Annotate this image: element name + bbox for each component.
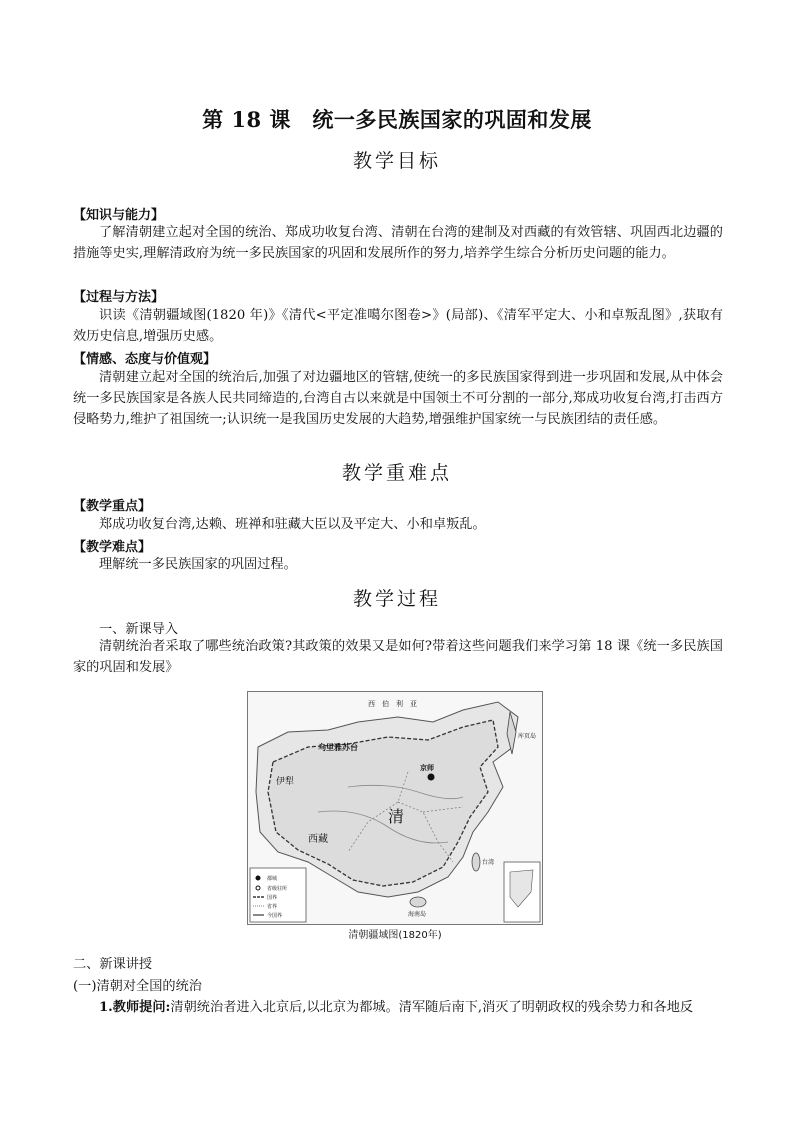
map-label-qing: 清 [388,807,405,826]
emotion-label: 【情感、态度与价值观】 [73,352,217,367]
qing-territory-map [247,691,543,925]
difficulty-label: 【教学难点】 [73,540,152,555]
difficulty-text: 理解统一多民族国家的巩固过程。 [99,557,297,572]
focus-label: 【教学重点】 [73,499,152,514]
intro-heading: 一、新课导入 [99,622,179,637]
question-1-text: 清朝统治者进入北京后,以北京为都城。清军随后南下,消灭了明朝政权的残余势力和各地反 [170,1000,694,1015]
map-caption: 清朝疆域图(1820年) [348,930,442,941]
map-label-uliastai: 乌里雅苏台 [318,742,358,752]
map-label-sakhalin: 库页岛 [518,733,537,740]
map-label-hainan: 海南岛 [408,911,427,918]
question-1 [99,996,739,1015]
knowledge-text: 了解清朝建立起对全国的统治、郑成功收复台湾、清朝在台湾的建制及对西藏的有效管辖、巩固西北边疆的措施等史实,理解清政府为统一多民族国家的巩固和发展所作的努力,培养学生综合分析历史问题的能力。 [73,225,723,261]
legend-national-border: 国界 [267,895,278,901]
map-label-siberia: 西 伯 利 亚 [368,700,417,708]
map-label-beijing: 京师 [420,763,434,772]
lecture-heading: 二、新课讲授 [73,957,153,972]
sub-heading-qing-rule: (一)清朝对全国的统治 [73,979,202,994]
emotion-text: 清朝建立起对全国的统治后,加强了对边疆地区的管辖,使统一的多民族国家得到进一步巩固和发展,从中体会统一多民族国家是各族人民共同缔造的,台湾自古以来就是中国领土不可分割的一部分,郑成功收复台湾,打击西方侵略势力,维护了祖国统一;认识统一是我国历史发展的大趋势,增强维护国家统一与民族团结的责任感。 [73,370,723,427]
map-drawing [248,692,542,924]
process-method-text: 识读《清朝疆域图(1820 年)》《清代<平定准噶尔图卷>》(局部)、《清军平定大、小和卓叛乱图》,获取有效历史信息,增强历史感。 [73,308,723,344]
legend-provincial-border: 省界 [267,904,278,910]
legend-provincial-seat: 省级驻所 [267,886,288,892]
map-label-taiwan: 台湾 [482,859,495,866]
question-1-label: 1.教师提问: [99,1000,171,1015]
section-objectives-heading: 教学目标 [352,150,441,172]
map-label-yili: 伊犁 [276,777,295,787]
section-keypoints-heading: 教学重难点 [341,462,452,484]
process-method-label: 【过程与方法】 [73,290,165,305]
legend-capital: 都城 [267,876,278,882]
intro-text: 清朝统治者采取了哪些统治政策?其政策的效果又是如何?带着这些问题我们来学习第 18 课《统一多民族国家的巩固和发展》 [73,639,723,675]
focus-text: 郑成功收复台湾,达赖、班禅和驻藏大臣以及平定大、小和卓叛乱。 [99,517,486,532]
lesson-title: 第 18 课 统一多民族国家的巩固和发展 [202,107,592,132]
legend-modern-border: 今国界 [267,913,283,919]
section-process-heading: 教学过程 [352,588,441,610]
map-label-tibet: 西藏 [308,834,328,845]
knowledge-label: 【知识与能力】 [73,208,165,223]
